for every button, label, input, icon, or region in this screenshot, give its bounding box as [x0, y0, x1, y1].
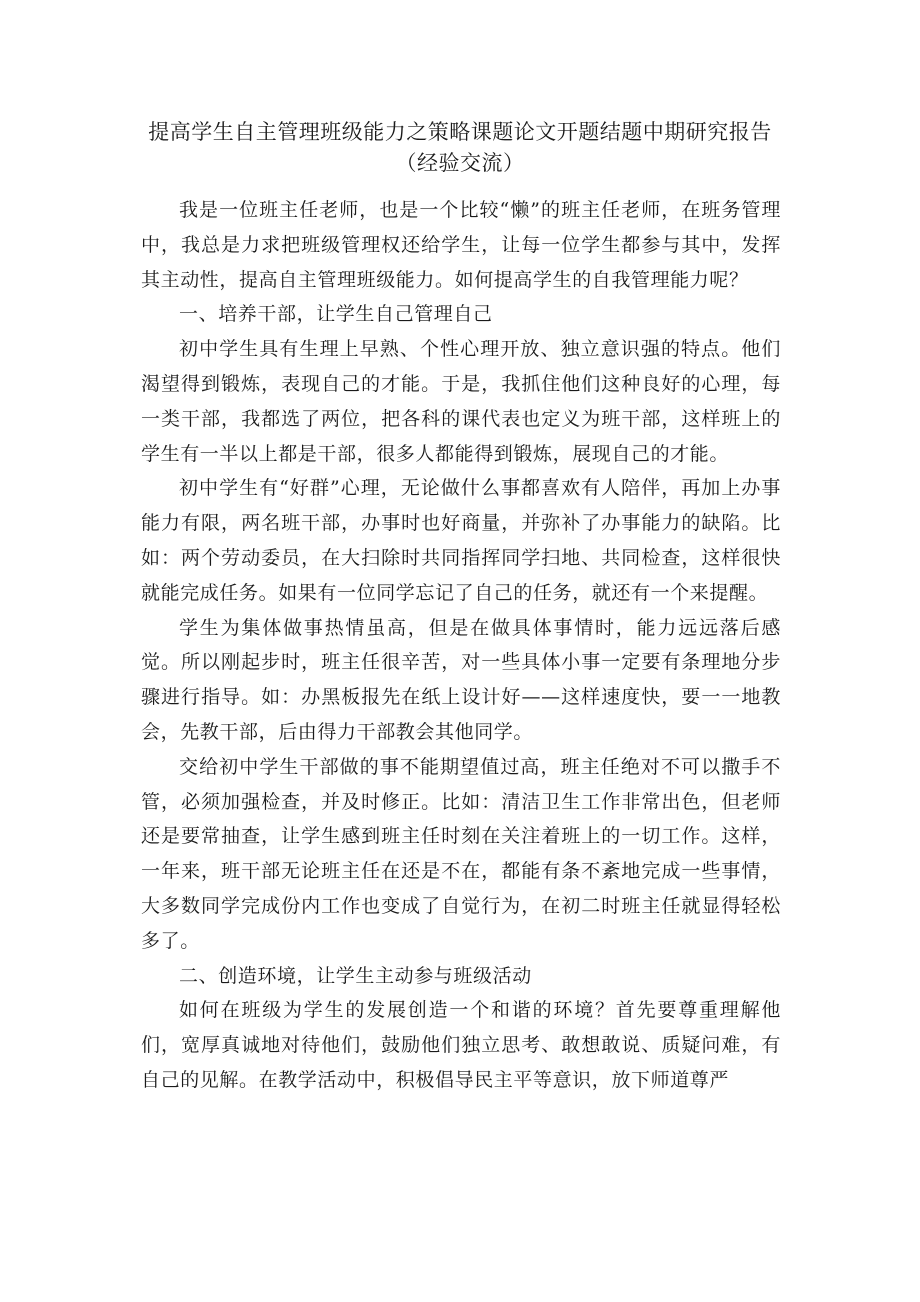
- body-paragraph: 初中学生具有生理上早熟、个性心理开放、独立意识强的特点。他们渴望得到锻炼，表现自己的才能。于是，我抓住他们这种良好的心理，每一类干部，我都选了两位，把各科的课代表也定义为班干部，这样班上的学生有一半以上都是干部，很多人都能得到锻炼，展现自己的才能。: [141, 338, 781, 465]
- intro-paragraph: 我是一位班主任老师，也是一个比较“懒”的班主任老师，在班务管理中，我总是力求把班级管理权还给学生，让每一位学生都参与其中，发挥其主动性，提高自主管理班级能力。如何提高学生的自我管理能力呢？: [141, 199, 781, 291]
- section-heading-2: 二、创造环境，让学生主动参与班级活动: [179, 964, 532, 987]
- document-body: [141, 193, 781, 1098]
- body-paragraph: 初中学生有“好群”心理，无论做什么事都喜欢有人陪伴，再加上办事能力有限，两名班干部，办事时也好商量，并弥补了办事能力的缺陷。比如：两个劳动委员，在大扫除时共同指挥同学扫地、共同检查，这样很快就能完成任务。如果有一位同学忘记了自己的任务，就还有一个来提醒。: [141, 477, 781, 604]
- body-paragraph: 学生为集体做事热情虽高，但是在做具体事情时，能力远远落后感觉。所以刚起步时，班主任很辛苦，对一些具体小事一定要有条理地分步骤进行指导。如：办黑板报先在纸上设计好——这样速度快，要一一地教会，先教干部，后由得力干部教会其他同学。: [141, 616, 781, 743]
- body-paragraph: 交给初中学生干部做的事不能期望值过高，班主任绝对不可以撒手不管，必须加强检查，并及时修正。比如：清洁卫生工作非常出色，但老师还是要常抽查，让学生感到班主任时刻在关注着班上的一切工作。这样，一年来，班干部无论班主任在还是不在，都能有条不紊地完成一些事情，大多数同学完成份内工作也变成了自觉行为，在初二时班主任就显得轻松多了。: [141, 755, 781, 952]
- section-heading-1: 一、培养干部，让学生自己管理自己: [179, 303, 493, 326]
- document-title: 提高学生自主管理班级能力之策略课题论文开题结题中期研究报告: [148, 120, 772, 144]
- document-subtitle: （经验交流）: [395, 151, 525, 175]
- body-paragraph: 如何在班级为学生的发展创造一个和谐的环境？首先要尊重理解他们，宽厚真诚地对待他们，鼓励他们独立思考、敢想敢说、质疑问难，有自己的见解。在教学活动中，积极倡导民主平等意识，放下师道尊严: [141, 999, 781, 1091]
